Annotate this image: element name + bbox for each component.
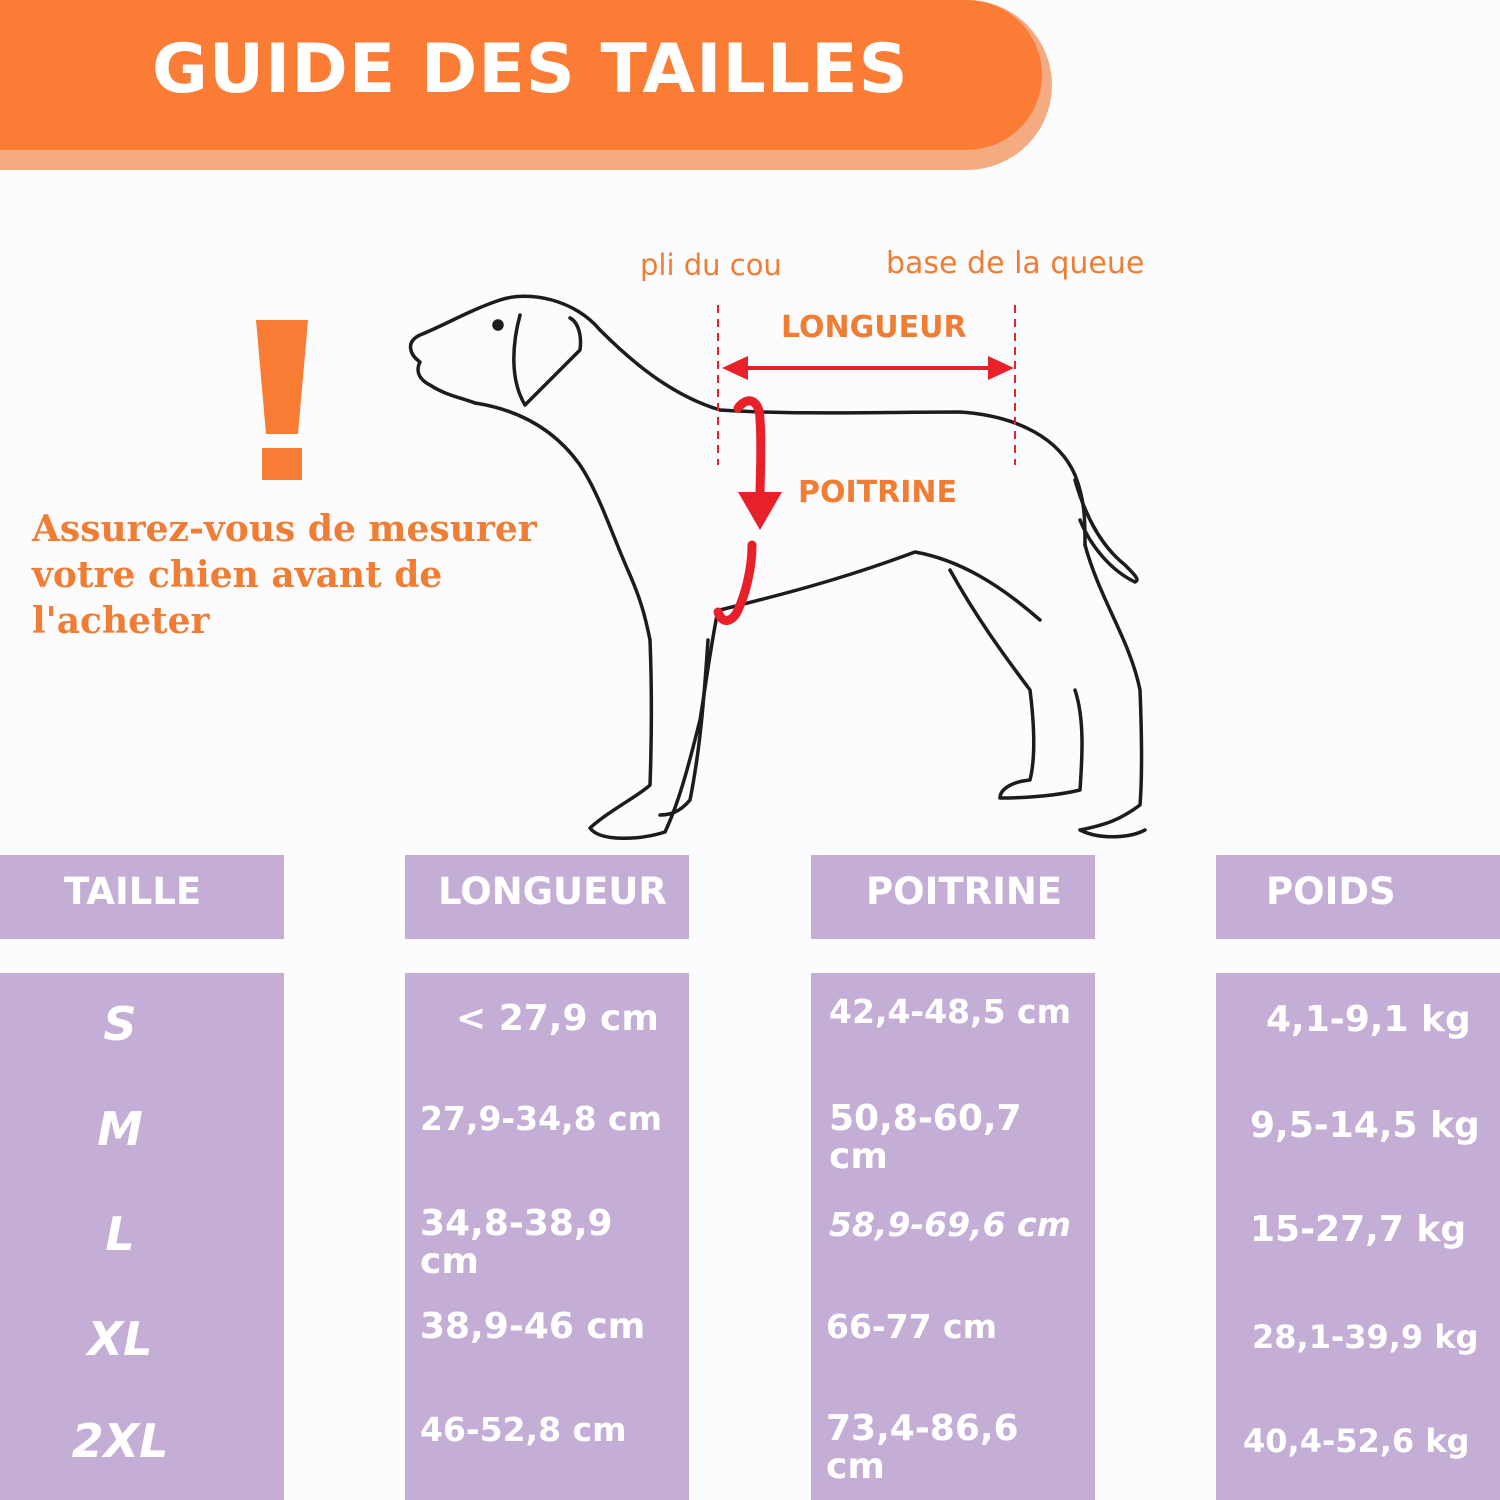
length-arrow-icon (722, 356, 1014, 380)
chest-xl: 66-77 cm (826, 1307, 997, 1346)
header-longueur: LONGUEUR (438, 870, 667, 913)
chest-m: 50,8-60,7 cm (829, 1098, 1022, 1177)
length-m: 27,9-34,8 cm (420, 1099, 662, 1138)
size-xl: XL (87, 1312, 153, 1366)
size-s: S (103, 997, 137, 1051)
size-2xl: 2XL (71, 1414, 169, 1468)
chest-s: 42,4-48,5 cm (829, 992, 1071, 1031)
weight-m: 9,5-14,5 kg (1250, 1105, 1480, 1146)
chest-l: 58,9-69,6 cm (829, 1205, 1071, 1244)
size-l: L (105, 1207, 135, 1261)
length-2xl: 46-52,8 cm (420, 1410, 627, 1449)
weight-l: 15-27,7 kg (1250, 1209, 1467, 1250)
chest-label: POITRINE (798, 475, 957, 510)
header-poitrine: POITRINE (866, 870, 1063, 913)
weight-2xl: 40,4-52,6 kg (1243, 1422, 1470, 1460)
chest-2xl: 73,4-86,6 cm (826, 1408, 1019, 1487)
length-l: 34,8-38,9 cm (420, 1203, 613, 1282)
warning-text: Assurez-vous de mesurer votre chien avant de l'acheter (32, 508, 537, 642)
header-taille: TAILLE (64, 870, 202, 913)
size-m: M (97, 1102, 143, 1156)
tail-label: base de la queue (886, 246, 1145, 281)
length-s: < 27,9 cm (456, 998, 659, 1039)
length-xl: 38,9-46 cm (420, 1306, 646, 1347)
weight-s: 4,1-9,1 kg (1266, 999, 1471, 1040)
page-title: GUIDE DES TAILLES (152, 30, 909, 109)
weight-xl: 28,1-39,9 kg (1252, 1318, 1479, 1356)
dog-outline-icon (411, 296, 1145, 838)
neck-label: pli du cou (640, 248, 782, 282)
length-label: LONGUEUR (781, 310, 967, 345)
header-poids: POIDS (1266, 870, 1396, 913)
